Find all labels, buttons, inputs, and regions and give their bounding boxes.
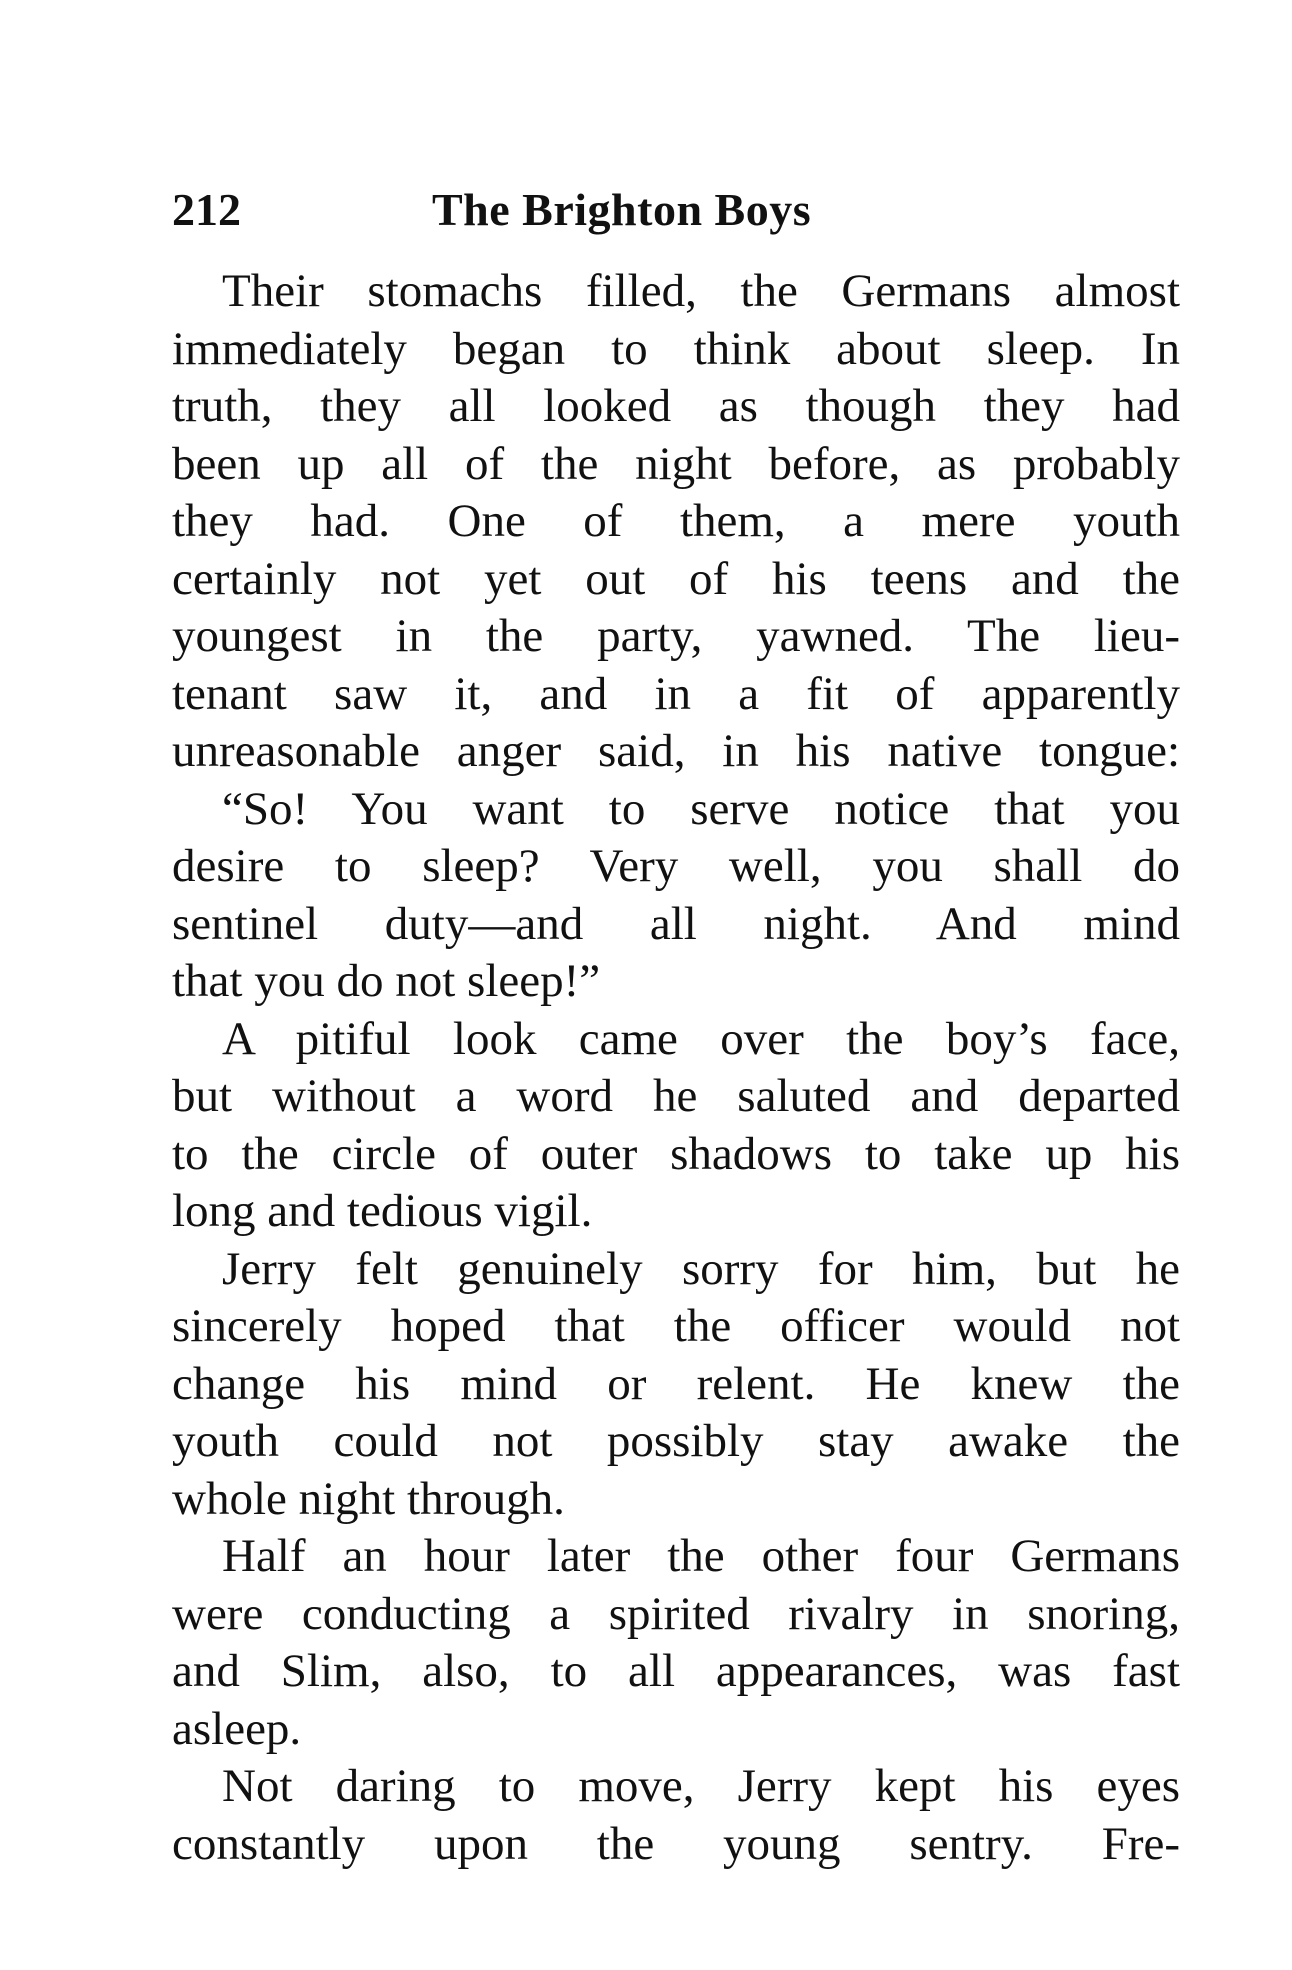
text-line: unreasonable anger said, in his native tongue: xyxy=(172,725,1180,777)
text-line: Their stomachs filled, the Germans almost xyxy=(222,265,1180,317)
text-line: Not daring to move, Jerry kept his eyes xyxy=(222,1760,1180,1812)
text-line: youngest in the party, yawned. The lieu- xyxy=(172,610,1180,662)
text-line: tenant saw it, and in a fit of apparently xyxy=(172,667,1180,720)
text-line: but without a word he saluted and departed xyxy=(172,1070,1180,1122)
text-line: truth, they all looked as though they had xyxy=(172,380,1180,432)
text-line: A pitiful look came over the boy’s face, xyxy=(222,1012,1180,1065)
text-line: been up all of the night before, as probably xyxy=(172,437,1180,490)
text-line: “So! You want to serve notice that you xyxy=(222,782,1180,835)
text-line: and Slim, also, to all appearances, was fast xyxy=(172,1645,1180,1697)
text-line: they had. One of them, a mere youth xyxy=(172,495,1180,547)
text-line: youth could not possibly stay awake the xyxy=(172,1415,1180,1467)
running-head xyxy=(172,180,932,240)
text-line: sincerely hoped that the officer would not xyxy=(172,1300,1180,1352)
text-line: sentinel duty—and all night. And mind xyxy=(172,897,1180,950)
text-line: asleep. xyxy=(172,1702,302,1755)
book-title: The Brighton Boys xyxy=(432,184,812,235)
text-line: whole night through. xyxy=(172,1472,565,1525)
page-number: 212 xyxy=(172,184,241,235)
text-line: Jerry felt genuinely sorry for him, but he xyxy=(222,1242,1180,1295)
text-line: long and tedious vigil. xyxy=(172,1185,593,1237)
text-line: constantly upon the young sentry. Fre- xyxy=(172,1817,1180,1870)
text-line: to the circle of outer shadows to take up his xyxy=(172,1127,1180,1180)
text-line: that you do not sleep!” xyxy=(172,955,601,1007)
text-line: were conducting a spirited rivalry in snoring, xyxy=(172,1587,1180,1640)
body-text xyxy=(172,263,1180,1873)
text-line: certainly not yet out of his teens and the xyxy=(172,552,1180,605)
text-line: immediately began to think about sleep. In xyxy=(172,322,1180,375)
text-line: Half an hour later the other four Germans xyxy=(222,1530,1180,1582)
text-line: change his mind or relent. He knew the xyxy=(172,1357,1180,1410)
text-line: desire to sleep? Very well, you shall do xyxy=(172,840,1180,892)
